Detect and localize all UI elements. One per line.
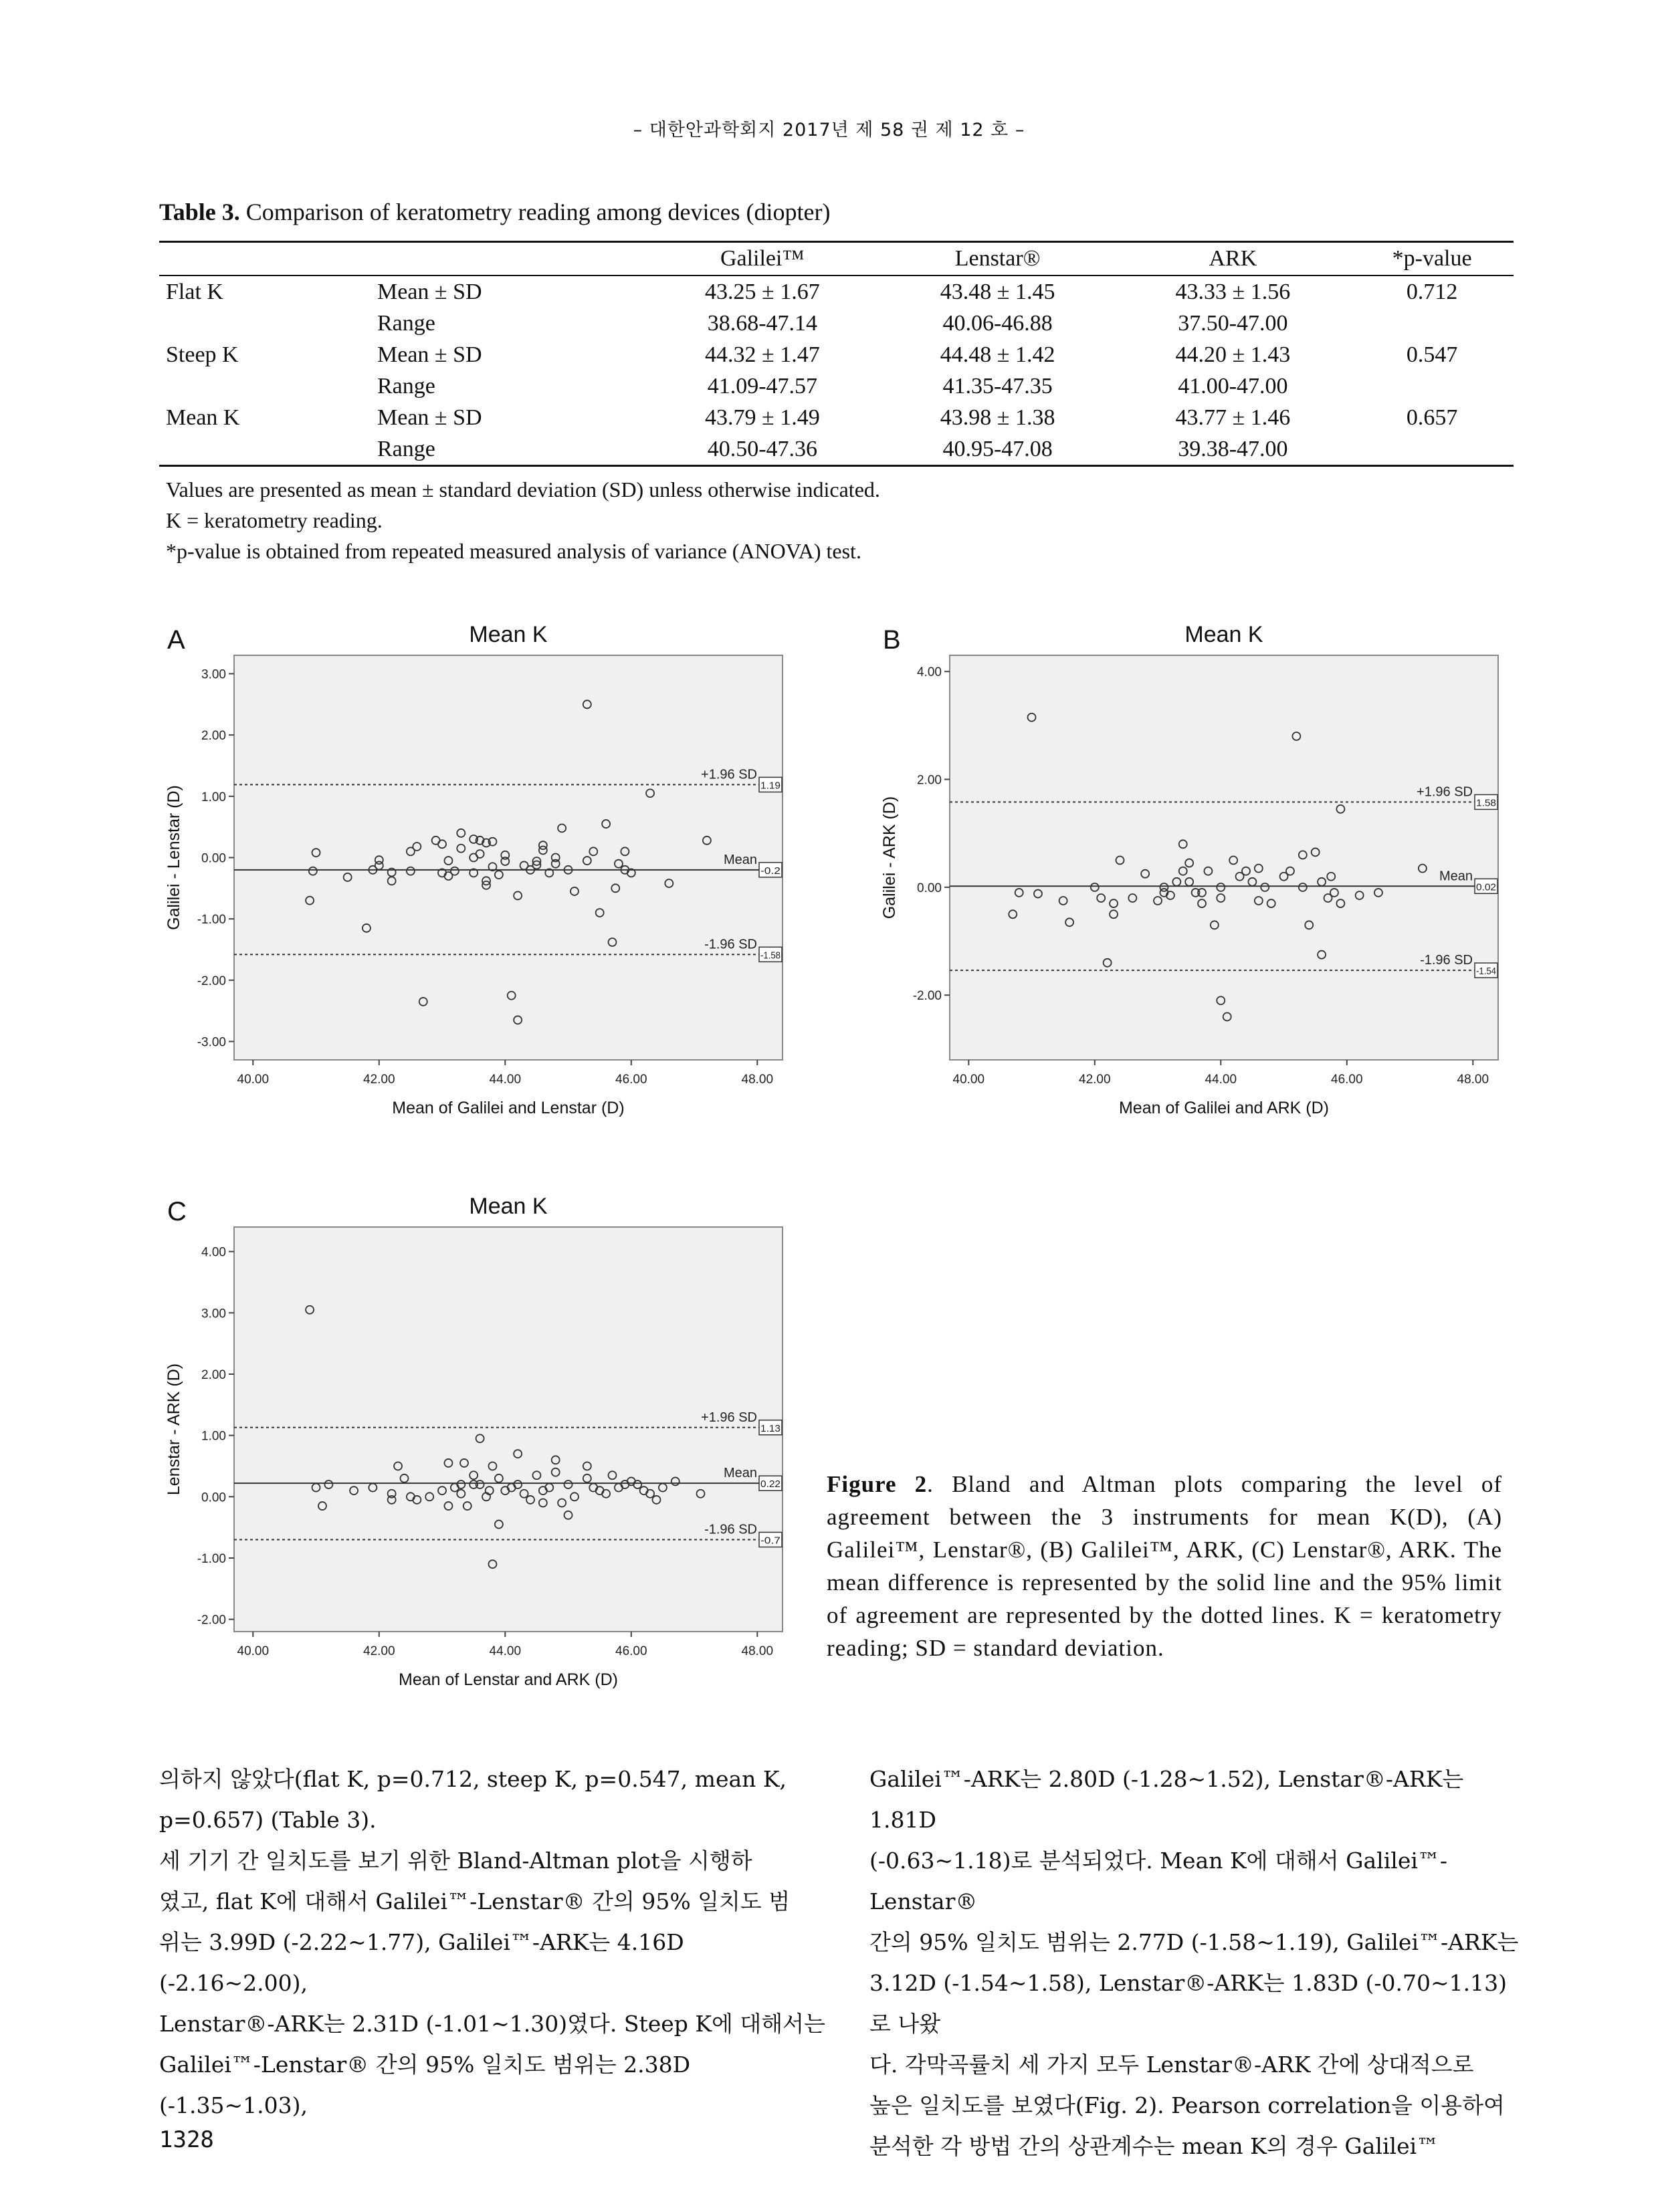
y-tick-label: 1.00 [201,790,226,804]
body-line: 다. 각막곡률치 세 가지 모두 Lenstar®-ARK 간에 상대적으로 [869,2052,1474,2078]
table-cell: 0.712 [1406,279,1458,304]
table-cell: Range [377,433,645,466]
y-tick-label: 0.00 [917,881,942,895]
body-line: 의하지 않았다(flat K, p=0.712, steep K, p=0.547, mean K, [159,1766,787,1792]
reference-line-label: -1.96 SD [704,1522,757,1537]
reference-line-label: -1.96 SD [704,937,757,952]
table-cell: 44.20 ± 1.43 [1175,342,1291,367]
x-axis-label: Mean of Galilei and Lenstar (D) [392,1099,625,1117]
table-cell: 41.00-47.00 [1178,373,1288,399]
body-line: 분석한 각 방법 간의 상관계수는 mean K의 경우 Galilei™ [869,2133,1439,2159]
table-row [159,402,1514,433]
reference-line-label: Mean [1439,869,1473,884]
chart-title: Mean K [469,1194,548,1219]
body-line: 간의 95% 일치도 범위는 2.77D (-1.58~1.19), Galilei™-ARK는 [869,1929,1519,1955]
figure-caption-text: . Bland and Altman plots comparing the level of agreement between the 3 instruments for mean K(D), (A) Galilei™, Lenstar®, (B) Galilei™, ARK, (C) Lenstar®, ARK. The mean difference is represented by the solid line and the 95% limit of agreement are represented by the dotted lines. K = keratometry reading; SD = standard deviation. [827,1471,1502,1661]
table-cell: 43.48 ± 1.45 [940,279,1055,304]
table-cell: Mean ± SD [377,342,482,367]
table-cell: 0.657 [1406,405,1458,430]
table-cell: 40.06-46.88 [942,310,1053,336]
table-footnote: Values are presented as mean ± standard deviation (SD) unless otherwise indicated. [166,477,880,502]
body-line: p=0.657) (Table 3). [159,1807,377,1833]
panel-letter: A [167,625,185,655]
table-cell: Range [377,310,435,336]
table-cell: 40.50-47.36 [645,433,880,466]
page-number: 1328 [159,2126,214,2153]
y-tick-label: 0.00 [201,851,226,866]
y-tick-label: -2.00 [912,989,942,1004]
x-tick-label: 40.00 [237,1644,270,1658]
reference-line-label: Mean [723,1466,757,1481]
x-tick-label: 46.00 [615,1073,647,1087]
table-header-cell: Galilei™ [645,242,880,276]
body-line: Galilei™-Lenstar® 간의 95% 일치도 범위는 2.38D (-1.35~1.03), [159,2052,691,2118]
chart-title: Mean K [1184,622,1263,647]
plot-svg [161,605,803,1160]
y-tick-label: -1.00 [197,1552,226,1566]
y-axis-label: Lenstar - ARK (D) [165,1363,183,1496]
y-axis-label: Galilei - Lenstar (D) [165,785,183,930]
keratometry-table [159,241,1514,467]
x-tick-label: 48.00 [1457,1073,1489,1087]
panel-letter: C [167,1197,187,1226]
table-caption [159,198,830,226]
table-header-cell: ARK [1116,242,1351,276]
x-tick-label: 40.00 [237,1073,270,1087]
body-text-left [159,1759,828,2126]
table-cell [1350,433,1514,466]
bland-altman-panel-a [161,605,803,1160]
table-cell [1350,370,1514,402]
table-header-cell [377,242,645,276]
table-header-row [159,242,1514,276]
y-tick-label: 0.00 [201,1490,226,1505]
table-cell: 44.32 ± 1.47 [705,342,820,367]
y-tick-label: 4.00 [201,1245,226,1260]
body-line: 높은 일치도를 보였다(Fig. 2). Pearson correlation을 이용하여 [869,2092,1505,2118]
table-cell: Mean ± SD [377,405,482,430]
y-tick-label: 2.00 [917,773,942,788]
reference-value-label: 0.22 [760,1478,781,1490]
table-row [159,308,1514,339]
table-cell: 41.35-47.35 [942,373,1053,399]
table-row [159,433,1514,466]
y-tick-label: 3.00 [201,667,226,682]
table-cell: Mean ± SD [377,279,482,304]
body-line: 3.12D (-1.54~1.58), Lenstar®-ARK는 1.83D (-0.70~1.13)로 나왔 [869,1970,1508,2037]
table-cell: 39.38-47.00 [1116,433,1351,466]
body-line: (-0.63~1.18)로 분석되었다. Mean K에 대해서 Galilei™-Lenstar® [869,1848,1448,1914]
plot-svg [876,605,1518,1160]
y-tick-label: 2.00 [201,1368,226,1382]
table-cell: 43.79 ± 1.49 [705,405,820,430]
figure-caption-label: Figure 2 [827,1471,928,1497]
x-tick-label: 42.00 [1079,1073,1111,1087]
reference-value-label: -1.54 [1476,966,1496,978]
y-tick-label: 1.00 [201,1429,226,1444]
reference-value-label: 1.19 [760,780,781,792]
reference-value-label: 0.02 [1476,881,1496,893]
table-cell: 43.25 ± 1.67 [705,279,820,304]
x-tick-label: 44.00 [489,1644,522,1658]
table-cell: Steep K [166,342,239,367]
table-cell [1350,308,1514,339]
y-tick-label: 3.00 [201,1307,226,1321]
table-cell: 43.33 ± 1.56 [1175,279,1291,304]
x-tick-label: 46.00 [615,1644,647,1658]
panel-letter: B [883,625,901,655]
x-tick-label: 46.00 [1331,1073,1363,1087]
y-tick-label: 4.00 [917,665,942,680]
table-cell: 38.68-47.14 [707,310,818,336]
x-tick-label: 44.00 [1205,1073,1237,1087]
y-tick-label: -1.00 [197,913,226,927]
x-tick-label: 42.00 [363,1644,395,1658]
reference-line-label: +1.96 SD [701,1410,757,1425]
reference-value-label: -0.7 [760,1535,781,1547]
x-axis-label: Mean of Lenstar and ARK (D) [399,1670,618,1689]
x-tick-label: 44.00 [489,1073,522,1087]
y-tick-label: -2.00 [197,1613,226,1628]
x-axis-label: Mean of Galilei and ARK (D) [1118,1099,1330,1117]
table-cell: 43.77 ± 1.46 [1175,405,1291,430]
table-caption-label: Table 3. [159,199,240,225]
table-cell: 44.48 ± 1.42 [940,342,1055,367]
table-cell: Range [377,373,435,399]
chart-title: Mean K [469,622,548,647]
reference-value-label: -1.58 [760,950,781,962]
running-header: – 대한안과학회지 2017년 제 58 권 제 12 호 – [633,120,1025,140]
reference-value-label: 1.13 [760,1422,781,1434]
table-cell: Mean K [166,405,240,430]
bland-altman-panel-c [161,1177,803,1732]
figure-caption [827,1468,1502,1664]
table-cell: Flat K [166,279,223,304]
plot-area [234,1227,783,1632]
x-tick-label: 48.00 [741,1644,774,1658]
table-header-cell: *p-value [1350,242,1514,276]
table-cell: 40.95-47.08 [880,433,1116,466]
table-caption-text: Comparison of keratometry reading among devices (diopter) [239,199,831,225]
reference-line-label: +1.96 SD [701,767,757,782]
table-cell [159,370,377,402]
table-row [159,370,1514,402]
body-text-right [869,1759,1525,2167]
table-row [159,339,1514,370]
table-cell: 43.98 ± 1.38 [940,405,1055,430]
y-tick-label: 2.00 [201,729,226,744]
table-cell [159,308,377,339]
x-tick-label: 40.00 [952,1073,985,1087]
y-tick-label: -2.00 [197,974,226,988]
table-cell: 0.547 [1406,342,1458,367]
reference-value-label: 1.58 [1476,797,1496,809]
table-footnote: *p-value is obtained from repeated measured analysis of variance (ANOVA) test. [166,539,861,563]
reference-line-label: Mean [723,852,757,867]
reference-line-label: -1.96 SD [1420,953,1473,968]
reference-value-label: -0.2 [760,865,781,877]
table-cell [159,433,377,466]
body-line: 위는 3.99D (-2.22~1.77), Galilei™-ARK는 4.16D (-2.16~2.00), [159,1929,684,1996]
y-axis-label: Galilei - ARK (D) [880,796,899,919]
table-row [159,275,1514,308]
table-cell: 37.50-47.00 [1178,310,1288,336]
bland-altman-panel-b [876,605,1518,1160]
table-footnote: K = keratometry reading. [166,508,383,532]
body-line: 였고, flat K에 대해서 Galilei™-Lenstar® 간의 95% 일치도 범 [159,1888,791,1914]
body-line: Galilei™-ARK는 2.80D (-1.28~1.52), Lenstar®-ARK는 1.81D [869,1766,1464,1833]
plot-svg [161,1177,803,1732]
body-line: 세 기기 간 일치도를 보기 위한 Bland-Altman plot을 시행하 [159,1848,752,1874]
body-line: Lenstar®-ARK는 2.31D (-1.01~1.30)였다. Steep K에 대해서는 [159,2011,825,2037]
y-tick-label: -3.00 [197,1035,226,1050]
x-tick-label: 42.00 [363,1073,395,1087]
x-tick-label: 48.00 [741,1073,774,1087]
table-cell: 41.09-47.57 [707,373,818,399]
table-header-cell: Lenstar® [880,242,1116,276]
reference-line-label: +1.96 SD [1417,784,1473,800]
table-header-cell [159,242,377,276]
